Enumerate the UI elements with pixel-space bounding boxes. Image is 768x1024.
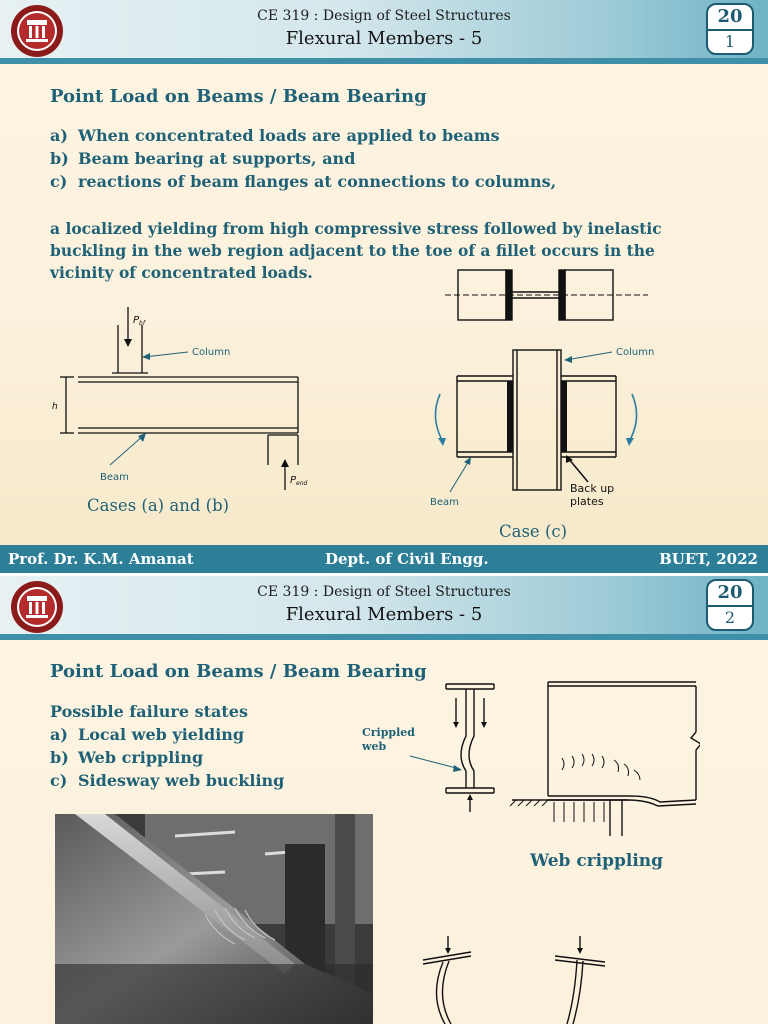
footer-department: Dept. of Civil Engg.	[325, 550, 489, 568]
footer-author: Prof. Dr. K.M. Amanat	[8, 550, 194, 568]
slide-footer	[0, 545, 768, 573]
load-label-bottom: $P_{end}$	[290, 475, 308, 487]
header-divider	[0, 634, 768, 640]
page-number-bottom: 1	[724, 32, 736, 51]
chapter-title: Flexural Members - 5	[285, 28, 483, 49]
course-title: CE 319 : Design of Steel Structures	[257, 8, 511, 24]
page-number-top: 20	[708, 581, 752, 607]
section-title: Point Load on Beams / Beam Bearing	[50, 661, 427, 682]
list-item: b) Beam bearing at supports, and	[50, 149, 356, 168]
beam-to-column-connection-diagram	[420, 262, 680, 524]
slide-header	[0, 576, 768, 634]
page-number-box	[706, 579, 754, 631]
list-item: b) Web crippling	[50, 748, 204, 767]
caption-cases-ab: Cases (a) and (b)	[87, 496, 230, 515]
slide-header	[0, 0, 768, 58]
list-item: a) When concentrated loads are applied to beams	[50, 126, 500, 145]
case-list	[50, 124, 556, 193]
page-number-bottom: 2	[724, 608, 736, 627]
column-label: Column	[192, 347, 231, 358]
course-title: CE 319 : Design of Steel Structures	[257, 584, 511, 600]
section-title: Point Load on Beams / Beam Bearing	[50, 86, 427, 107]
beam-label: Beam	[430, 497, 459, 508]
load-label-top: $P_{bf}$	[133, 315, 145, 327]
list-item: c) reactions of beam flanges at connections to columns,	[50, 172, 557, 191]
header-divider	[0, 58, 768, 64]
failure-states-list	[50, 723, 284, 792]
column-label: Column	[616, 347, 655, 358]
page-number-box	[706, 3, 754, 55]
beam-label: Beam	[100, 472, 129, 483]
beam-column-diagram	[40, 305, 320, 495]
crippled-web-diagram	[360, 676, 510, 816]
slide-2	[0, 576, 768, 1024]
description-paragraph: a localized yielding from high compressive stress followed by inelastic buckling in the web region adjacent to the toe of a fillet occurs in the vicinity of concentrated loads.	[50, 219, 662, 282]
beam-test-photo	[55, 814, 373, 1024]
web-crippling-diagram	[510, 676, 700, 836]
caption-case-c: Case (c)	[499, 522, 568, 541]
backup-plates-label: Back up plates	[570, 482, 615, 508]
crippled-web-label: Crippled web	[362, 726, 415, 753]
page-number-top: 20	[708, 5, 752, 31]
height-label: h	[52, 402, 58, 412]
sidesway-buckling-diagram	[415, 936, 615, 1024]
footer-institution: BUET, 2022	[659, 550, 758, 568]
list-item: c) Sidesway web buckling	[50, 771, 285, 790]
chapter-title: Flexural Members - 5	[285, 604, 483, 625]
failure-states-heading: Possible failure states	[50, 702, 248, 721]
list-item: a) Local web yielding	[50, 725, 245, 744]
caption-web-crippling: Web crippling	[530, 851, 664, 871]
